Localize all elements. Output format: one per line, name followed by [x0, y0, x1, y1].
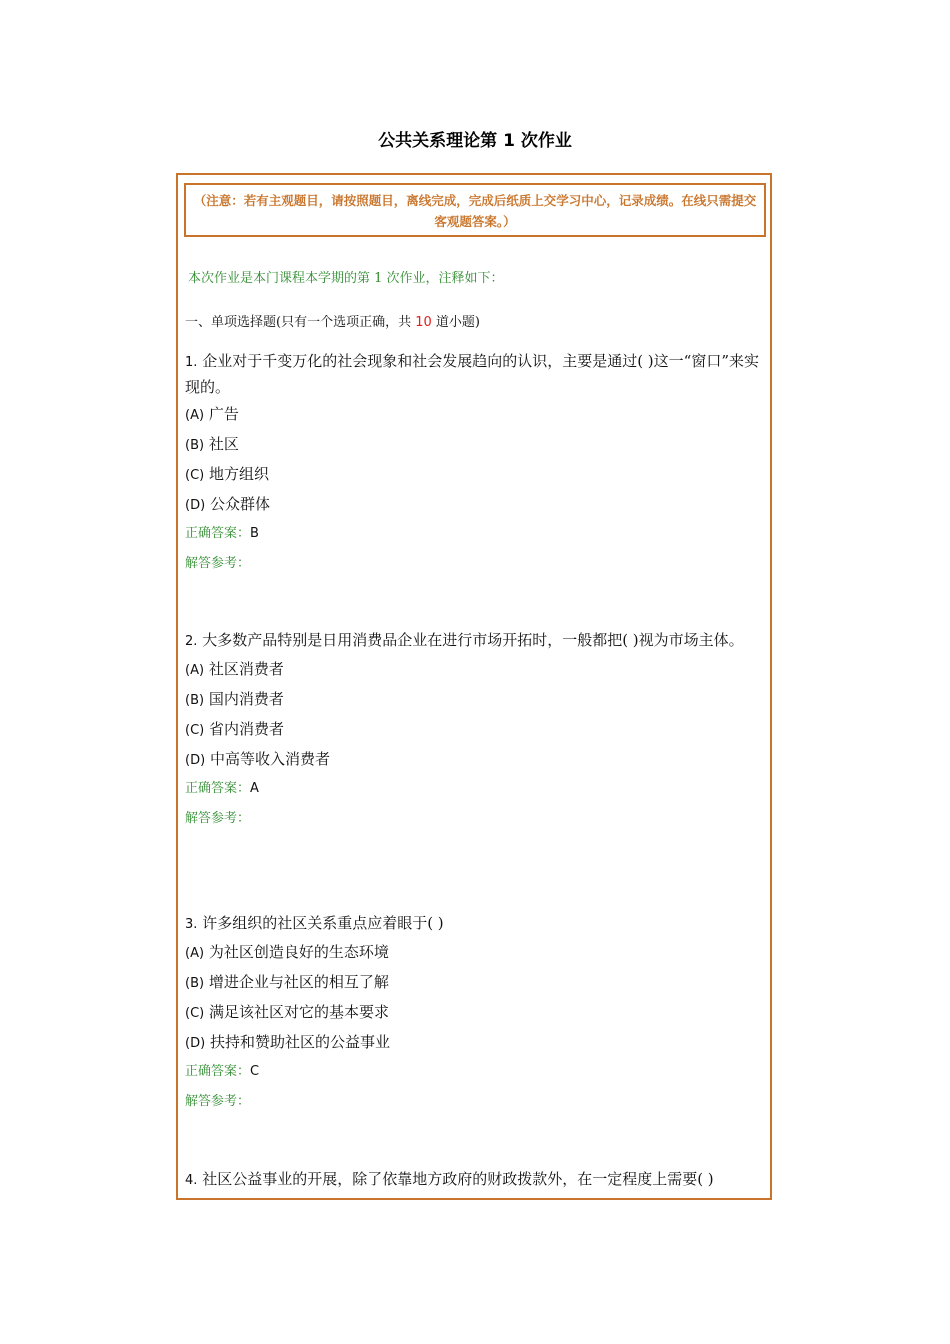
question-1: [185, 349, 765, 579]
question-4: [185, 1167, 765, 1193]
question-stem: [185, 911, 765, 937]
answer-reference: 解答参考：: [185, 811, 251, 826]
question-text: 大多数产品特别是日用消费品企业在进行市场开拓时，一般都把( )视为市场主体。: [202, 631, 744, 649]
question-count: 10: [415, 315, 432, 330]
question-number: 2.: [185, 634, 198, 649]
section-suffix: 道小题): [431, 315, 480, 330]
section-heading: [185, 311, 480, 330]
option-d[interactable]: (D) 中高等收入消费者: [185, 750, 330, 768]
question-number: 1.: [185, 355, 198, 370]
option-b[interactable]: (B) 国内消费者: [185, 690, 284, 708]
homework-frame: [176, 173, 772, 1200]
question-2: [185, 628, 765, 834]
question-stem: [185, 1167, 765, 1193]
answer-reference: 解答参考：: [185, 1094, 251, 1109]
option-d[interactable]: (D) 扶持和赞助社区的公益事业: [185, 1033, 390, 1051]
section-prefix: 一、单项选择题(只有一个选项正确，共: [185, 315, 416, 330]
option-a[interactable]: (A) 广告: [185, 405, 239, 423]
option-b[interactable]: (B) 社区: [185, 435, 239, 453]
correct-answer: 正确答案：B: [185, 526, 259, 541]
question-text: 社区公益事业的开展，除了依靠地方政府的财政拨款外，在一定程度上需要( ): [202, 1170, 714, 1188]
option-a[interactable]: (A) 为社区创造良好的生态环境: [185, 943, 389, 961]
question-text: 企业对于千变万化的社会现象和社会发展趋向的认识，主要是通过( )这一“窗口”来实现的。: [185, 352, 760, 396]
correct-answer: 正确答案：C: [185, 1064, 260, 1079]
option-b[interactable]: (B) 增进企业与社区的相互了解: [185, 973, 389, 991]
intro-text: 本次作业是本门课程本学期的第 1 次作业，注释如下：: [188, 271, 504, 286]
question-number: 3.: [185, 917, 198, 932]
option-c[interactable]: (C) 省内消费者: [185, 720, 285, 738]
correct-answer: 正确答案：A: [185, 781, 259, 796]
page-title: 公共关系理论第 1 次作业: [378, 131, 572, 151]
notice-box: （注意：若有主观题目，请按照题目，离线完成，完成后纸质上交学习中心，记录成绩。在线只需提交客观题答案。）: [184, 183, 766, 237]
option-d[interactable]: (D) 公众群体: [185, 495, 270, 513]
question-stem: [185, 349, 765, 399]
question-text: 许多组织的社区关系重点应着眼于( ): [202, 914, 444, 932]
question-stem: [185, 628, 765, 654]
option-a[interactable]: (A) 社区消费者: [185, 660, 284, 678]
option-c[interactable]: (C) 满足该社区对它的基本要求: [185, 1003, 390, 1021]
question-3: [185, 911, 765, 1117]
option-c[interactable]: (C) 地方组织: [185, 465, 270, 483]
question-number: 4.: [185, 1173, 198, 1188]
answer-reference: 解答参考：: [185, 556, 251, 571]
